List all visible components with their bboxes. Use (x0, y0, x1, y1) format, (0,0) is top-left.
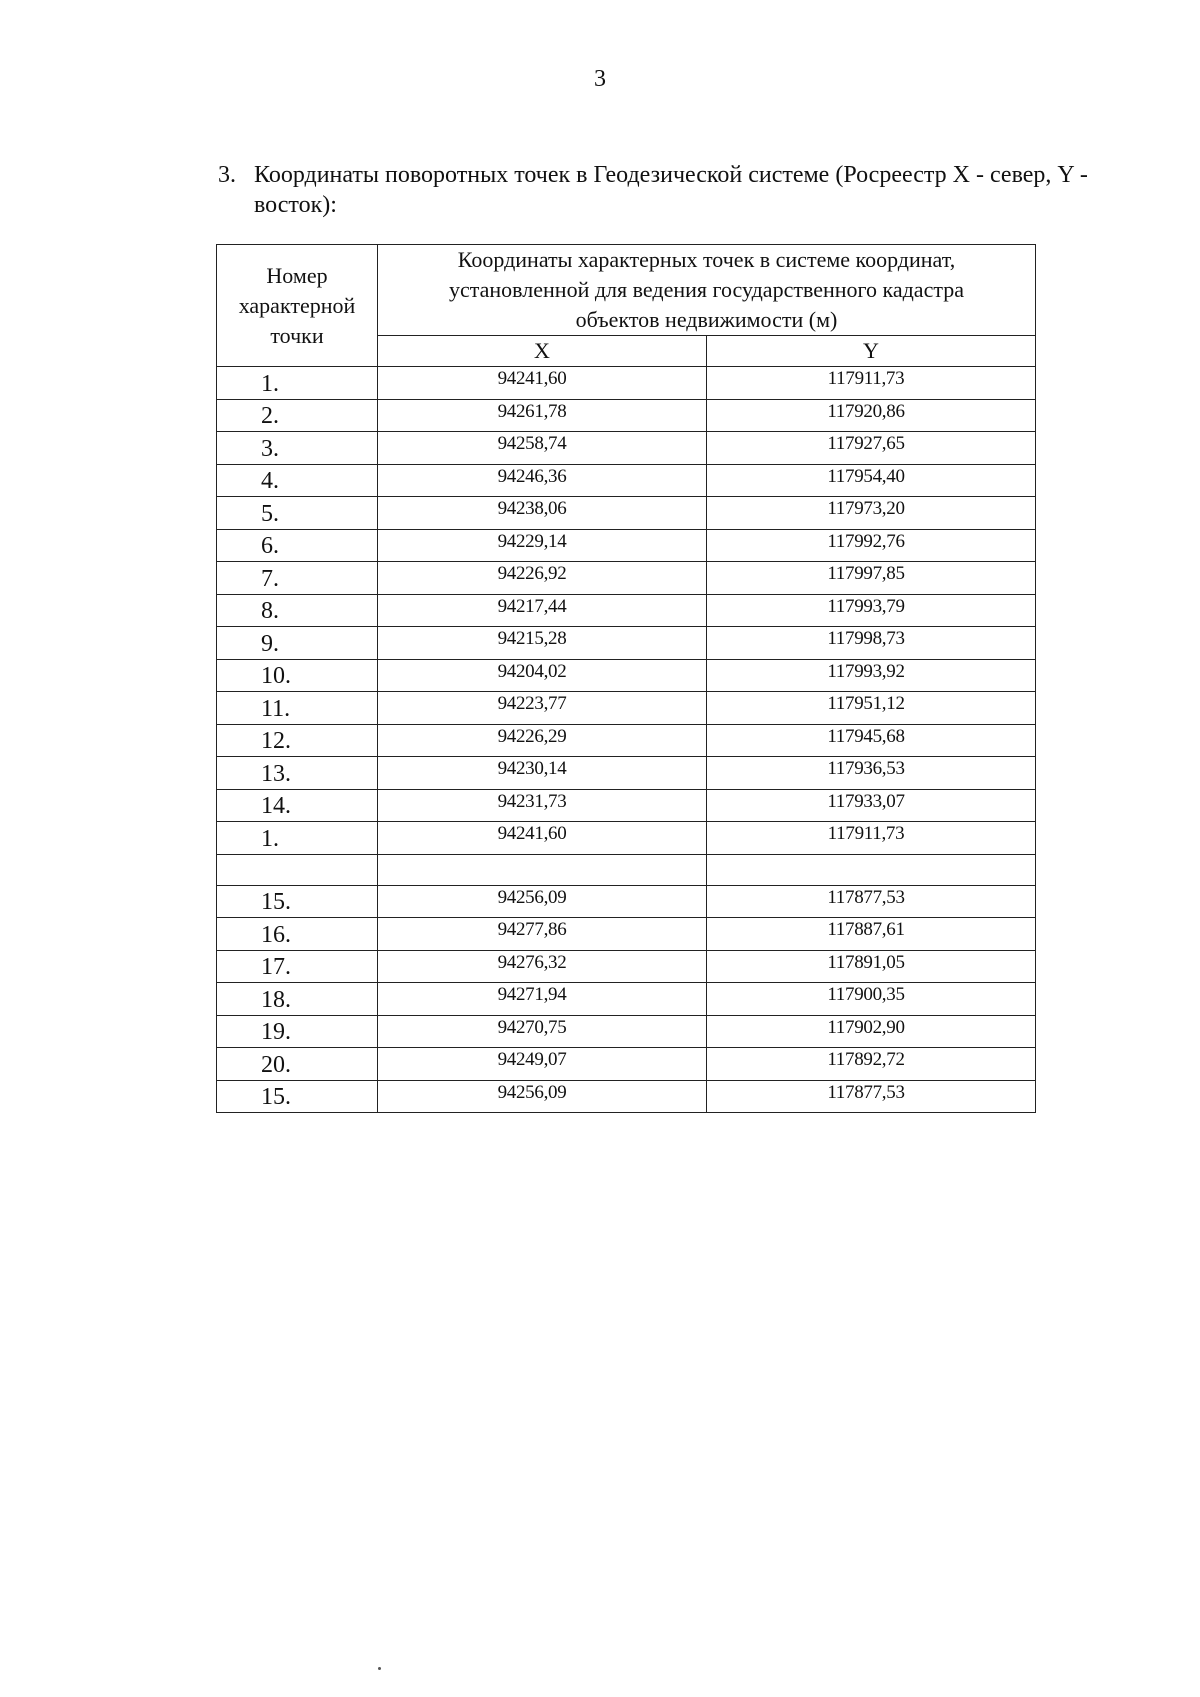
x-coordinate-cell: 94277,86 (378, 918, 707, 951)
table-row (217, 432, 1036, 465)
x-coordinate-cell: 94231,73 (378, 789, 707, 822)
y-coordinate-cell: 117945,68 (707, 724, 1036, 757)
header-row-top (217, 245, 1036, 336)
x-coordinate-cell: 94229,14 (378, 529, 707, 562)
section-heading-line-1 (218, 160, 1118, 190)
y-coordinate-cell: 117900,35 (707, 983, 1036, 1016)
y-coordinate-cell: 117877,53 (707, 1080, 1036, 1113)
empty-cell (378, 854, 707, 885)
section-title-line-1: Координаты поворотных точек в Геодезической системе (Росреестр X - север, Y - (254, 162, 1088, 188)
header-group-line-3: объектов недвижимости (м) (575, 307, 838, 332)
x-coordinate-cell: 94256,09 (378, 1080, 707, 1113)
point-number-cell: 2. (217, 399, 378, 432)
y-coordinate-cell: 117892,72 (707, 1048, 1036, 1081)
point-number-cell: 1. (217, 367, 378, 400)
y-coordinate-cell: 117973,20 (707, 497, 1036, 530)
point-number-cell: 15. (217, 1080, 378, 1113)
section-heading (218, 160, 1118, 220)
point-number-cell: 14. (217, 789, 378, 822)
table-row (217, 918, 1036, 951)
header-x: X (378, 336, 707, 367)
y-coordinate-cell: 117891,05 (707, 950, 1036, 983)
section-number: 3. (218, 162, 236, 188)
table-row (217, 464, 1036, 497)
table-row (217, 692, 1036, 725)
y-coordinate-cell: 117920,86 (707, 399, 1036, 432)
page-number: 3 (594, 66, 606, 92)
header-y: Y (707, 336, 1036, 367)
y-coordinate-cell: 117902,90 (707, 1015, 1036, 1048)
point-number-cell: 5. (217, 497, 378, 530)
header-point-number (217, 245, 378, 367)
table-row (217, 497, 1036, 530)
point-number-cell: 15. (217, 885, 378, 918)
y-coordinate-cell: 117887,61 (707, 918, 1036, 951)
empty-cell (217, 854, 378, 885)
x-coordinate-cell: 94217,44 (378, 594, 707, 627)
x-coordinate-cell: 94276,32 (378, 950, 707, 983)
x-coordinate-cell: 94226,29 (378, 724, 707, 757)
table-row (217, 757, 1036, 790)
table-row (217, 983, 1036, 1016)
header-group-line-1: Координаты характерных точек в системе координат, (457, 247, 956, 272)
y-coordinate-cell: 117877,53 (707, 885, 1036, 918)
table-row (217, 399, 1036, 432)
x-coordinate-cell: 94230,14 (378, 757, 707, 790)
table-row (217, 627, 1036, 660)
y-coordinate-cell: 117992,76 (707, 529, 1036, 562)
header-point-number-line-3: точки (270, 322, 324, 348)
header-group-line-2: установленной для ведения государственного кадастра (449, 277, 964, 302)
x-coordinate-cell: 94246,36 (378, 464, 707, 497)
x-coordinate-cell: 94215,28 (378, 627, 707, 660)
point-number-cell: 16. (217, 918, 378, 951)
section-title-line-2: восток): (254, 192, 337, 218)
y-coordinate-cell: 117933,07 (707, 789, 1036, 822)
x-coordinate-cell: 94270,75 (378, 1015, 707, 1048)
point-number-cell: 1. (217, 822, 378, 855)
x-coordinate-cell: 94271,94 (378, 983, 707, 1016)
point-number-cell: 7. (217, 562, 378, 595)
table-row (217, 1080, 1036, 1113)
point-number-cell: 6. (217, 529, 378, 562)
x-coordinate-cell: 94249,07 (378, 1048, 707, 1081)
point-number-cell: 4. (217, 464, 378, 497)
point-number-cell: 10. (217, 659, 378, 692)
separator-row (217, 854, 1036, 885)
x-coordinate-cell: 94256,09 (378, 885, 707, 918)
y-coordinate-cell: 117951,12 (707, 692, 1036, 725)
point-number-cell: 19. (217, 1015, 378, 1048)
point-number-cell: 20. (217, 1048, 378, 1081)
table-row (217, 724, 1036, 757)
x-coordinate-cell: 94238,06 (378, 497, 707, 530)
x-coordinate-cell: 94226,92 (378, 562, 707, 595)
y-coordinate-cell: 117993,79 (707, 594, 1036, 627)
y-coordinate-cell: 117927,65 (707, 432, 1036, 465)
header-point-number-line-2: характерной (238, 292, 356, 318)
y-coordinate-cell: 117998,73 (707, 627, 1036, 660)
x-coordinate-cell: 94241,60 (378, 822, 707, 855)
y-coordinate-cell: 117954,40 (707, 464, 1036, 497)
x-coordinate-cell: 94261,78 (378, 399, 707, 432)
table-row (217, 659, 1036, 692)
x-coordinate-cell: 94241,60 (378, 367, 707, 400)
scan-speck (378, 1667, 381, 1670)
table-row (217, 822, 1036, 855)
point-number-cell: 18. (217, 983, 378, 1016)
point-number-cell: 11. (217, 692, 378, 725)
y-coordinate-cell: 117911,73 (707, 367, 1036, 400)
x-coordinate-cell: 94258,74 (378, 432, 707, 465)
table-row (217, 1048, 1036, 1081)
table-row (217, 529, 1036, 562)
point-number-cell: 12. (217, 724, 378, 757)
table-row (217, 367, 1036, 400)
point-number-cell: 8. (217, 594, 378, 627)
table-row (217, 789, 1036, 822)
y-coordinate-cell: 117997,85 (707, 562, 1036, 595)
coordinates-table (216, 244, 1036, 1113)
table-row (217, 1015, 1036, 1048)
y-coordinate-cell: 117993,92 (707, 659, 1036, 692)
x-coordinate-cell: 94204,02 (378, 659, 707, 692)
header-point-number-line-1: Номер (266, 262, 328, 288)
y-coordinate-cell: 117911,73 (707, 822, 1036, 855)
table-row (217, 950, 1036, 983)
empty-cell (707, 854, 1036, 885)
point-number-cell: 9. (217, 627, 378, 660)
table-row (217, 594, 1036, 627)
point-number-cell: 3. (217, 432, 378, 465)
point-number-cell: 17. (217, 950, 378, 983)
x-coordinate-cell: 94223,77 (378, 692, 707, 725)
y-coordinate-cell: 117936,53 (707, 757, 1036, 790)
coordinates-table-body (217, 367, 1036, 1113)
header-coordinates-group (378, 245, 1036, 336)
table-row (217, 885, 1036, 918)
table-row (217, 562, 1036, 595)
point-number-cell: 13. (217, 757, 378, 790)
